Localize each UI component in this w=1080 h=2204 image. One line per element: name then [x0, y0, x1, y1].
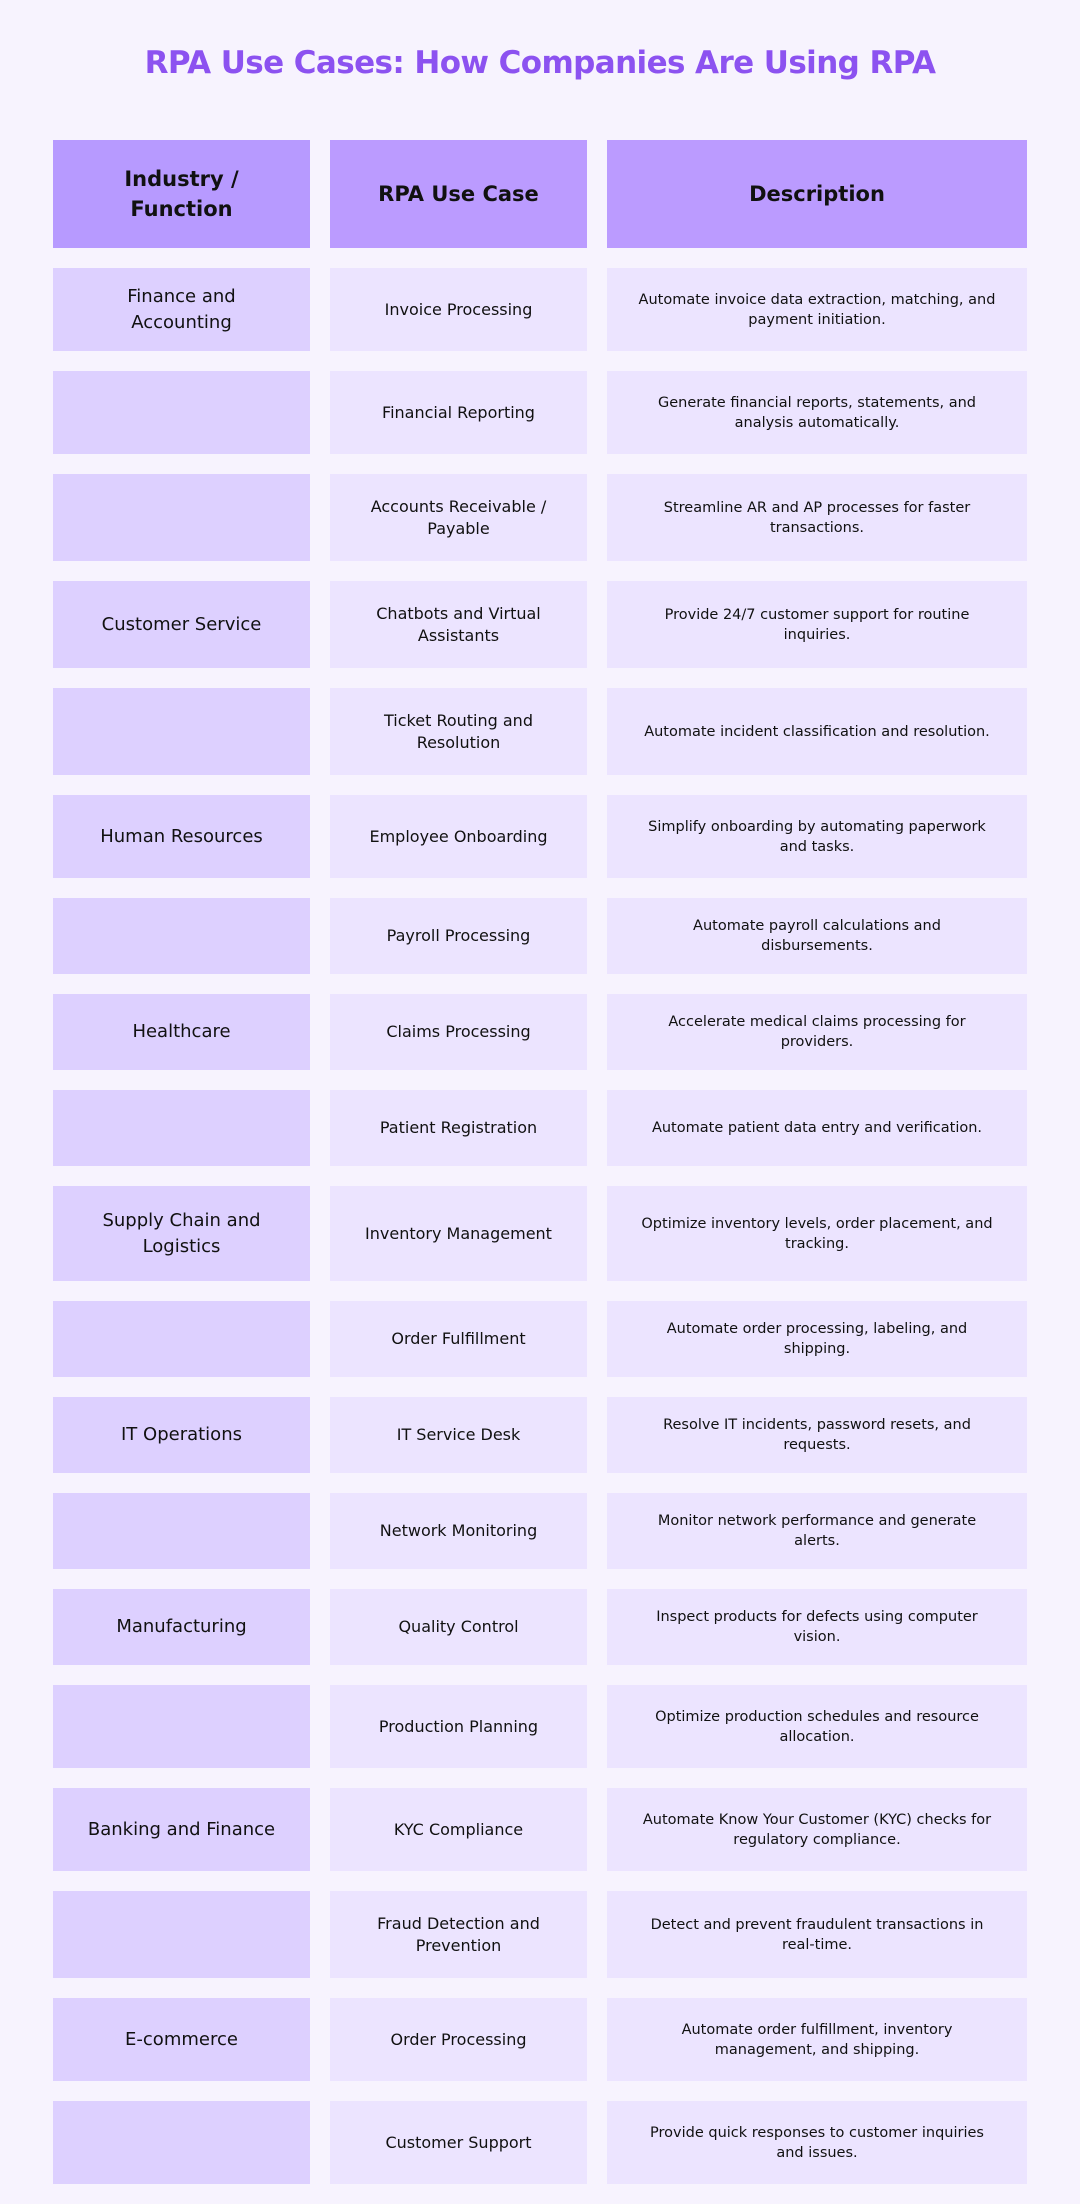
table-row: [53, 795, 1027, 878]
use-case-cell: Customer Support: [330, 2101, 587, 2184]
table-row: [53, 1685, 1027, 1768]
use-case-cell: Ticket Routing and Resolution: [330, 688, 587, 775]
header-description: Description: [607, 140, 1027, 248]
use-case-cell: IT Service Desk: [330, 1397, 587, 1473]
use-case-cell: Financial Reporting: [330, 371, 587, 454]
description-cell: Automate Know Your Customer (KYC) checks for regulatory compliance.: [607, 1788, 1027, 1871]
use-case-cell: Employee Onboarding: [330, 795, 587, 878]
table-row: [53, 474, 1027, 561]
description-cell: Generate financial reports, statements, and analysis automatically.: [607, 371, 1027, 454]
page-title: RPA Use Cases: How Companies Are Using RPA: [144, 45, 936, 81]
description-cell: Automate patient data entry and verification.: [607, 1090, 1027, 1166]
table-row: [53, 581, 1027, 668]
description-cell: Automate payroll calculations and disbursements.: [607, 898, 1027, 974]
header-use-case: RPA Use Case: [330, 140, 587, 248]
description-cell: Streamline AR and AP processes for faster transactions.: [607, 474, 1027, 561]
use-case-cell: KYC Compliance: [330, 1788, 587, 1871]
industry-cell: Customer Service: [53, 581, 310, 668]
table-row: [53, 2101, 1027, 2184]
industry-cell: [53, 1301, 310, 1377]
industry-cell: [53, 1493, 310, 1569]
industry-cell: IT Operations: [53, 1397, 310, 1473]
table-row: [53, 1891, 1027, 1978]
table-row: [53, 898, 1027, 974]
description-cell: Optimize production schedules and resource allocation.: [607, 1685, 1027, 1768]
table-row: [53, 1493, 1027, 1569]
use-case-cell: Invoice Processing: [330, 268, 587, 351]
description-cell: Simplify onboarding by automating paperwork and tasks.: [607, 795, 1027, 878]
table-row: [53, 371, 1027, 454]
use-case-cell: Chatbots and Virtual Assistants: [330, 581, 587, 668]
table-row: [53, 1397, 1027, 1473]
table-row: [53, 268, 1027, 351]
use-case-cell: Production Planning: [330, 1685, 587, 1768]
industry-cell: [53, 2101, 310, 2184]
header-industry: Industry / Function: [53, 140, 310, 248]
description-cell: Inspect products for defects using computer vision.: [607, 1589, 1027, 1665]
table-row: [53, 1998, 1027, 2081]
use-case-cell: Inventory Management: [330, 1186, 587, 1281]
description-cell: Monitor network performance and generate alerts.: [607, 1493, 1027, 1569]
table-row: [53, 1090, 1027, 1166]
description-cell: Resolve IT incidents, password resets, and requests.: [607, 1397, 1027, 1473]
industry-cell: Manufacturing: [53, 1589, 310, 1665]
description-cell: Optimize inventory levels, order placement, and tracking.: [607, 1186, 1027, 1281]
use-case-cell: Network Monitoring: [330, 1493, 587, 1569]
use-case-cell: Order Fulfillment: [330, 1301, 587, 1377]
industry-cell: [53, 1090, 310, 1166]
industry-cell: Banking and Finance: [53, 1788, 310, 1871]
use-case-cell: Quality Control: [330, 1589, 587, 1665]
description-cell: Automate incident classification and resolution.: [607, 688, 1027, 775]
industry-cell: E-commerce: [53, 1998, 310, 2081]
industry-cell: [53, 688, 310, 775]
use-case-cell: Claims Processing: [330, 994, 587, 1070]
industry-cell: [53, 1891, 310, 1978]
table-row: [53, 1788, 1027, 1871]
industry-cell: [53, 371, 310, 454]
use-case-cell: Fraud Detection and Prevention: [330, 1891, 587, 1978]
use-case-cell: Patient Registration: [330, 1090, 587, 1166]
table-header-row: [53, 140, 1027, 248]
industry-cell: [53, 474, 310, 561]
industry-cell: Supply Chain and Logistics: [53, 1186, 310, 1281]
table-row: [53, 688, 1027, 775]
industry-cell: Healthcare: [53, 994, 310, 1070]
description-cell: Provide 24/7 customer support for routine inquiries.: [607, 581, 1027, 668]
industry-cell: Human Resources: [53, 795, 310, 878]
use-case-table: [53, 140, 1027, 2204]
table-row: [53, 1186, 1027, 1281]
description-cell: Automate order fulfillment, inventory management, and shipping.: [607, 1998, 1027, 2081]
industry-cell: [53, 898, 310, 974]
description-cell: Detect and prevent fraudulent transactions in real-time.: [607, 1891, 1027, 1978]
description-cell: Automate order processing, labeling, and shipping.: [607, 1301, 1027, 1377]
table-row: [53, 1589, 1027, 1665]
description-cell: Provide quick responses to customer inquiries and issues.: [607, 2101, 1027, 2184]
table-row: [53, 994, 1027, 1070]
use-case-cell: Accounts Receivable / Payable: [330, 474, 587, 561]
table-row: [53, 1301, 1027, 1377]
use-case-cell: Order Processing: [330, 1998, 587, 2081]
description-cell: Automate invoice data extraction, matching, and payment initiation.: [607, 268, 1027, 351]
description-cell: Accelerate medical claims processing for providers.: [607, 994, 1027, 1070]
industry-cell: [53, 1685, 310, 1768]
industry-cell: Finance and Accounting: [53, 268, 310, 351]
use-case-cell: Payroll Processing: [330, 898, 587, 974]
table-body: [53, 268, 1027, 2184]
